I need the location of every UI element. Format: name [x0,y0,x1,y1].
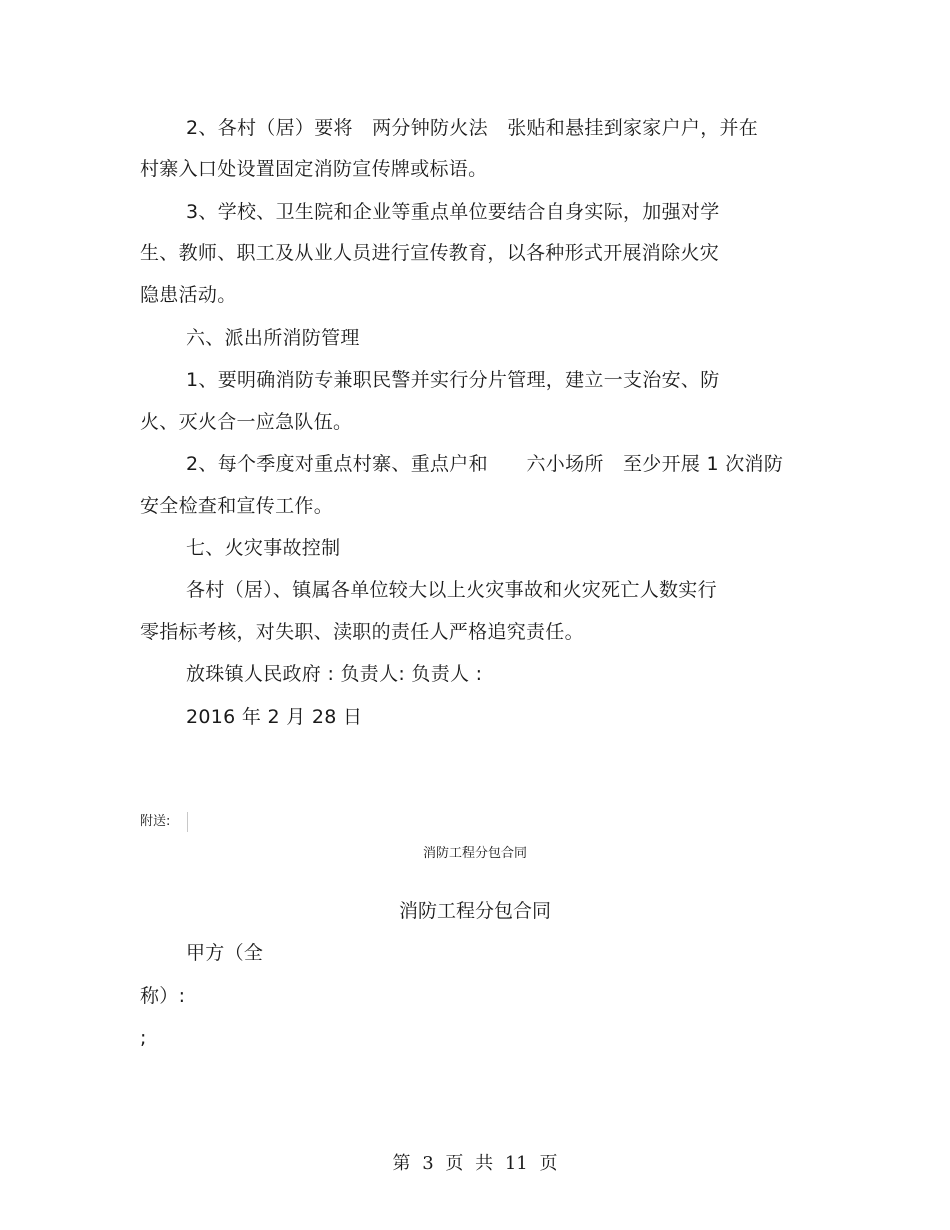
section-heading: 七、火灾事故控制 [186,537,341,559]
contract-line: ; [140,1027,147,1049]
attachment-label: 附送: [140,814,171,829]
paragraph-line: 村寨入口处设置固定消防宣传牌或标语。 [140,158,488,180]
contract-line: 甲方（全 [186,942,264,964]
paragraph-line: 零指标考核，对失职、渎职的责任人严格追究责任。 [140,621,584,643]
signature-line: 放珠镇人民政府 : 负责人: 负责人 : [186,663,483,685]
paragraph-line: 火、灭火合一应急队伍。 [140,411,353,433]
page-footer: 第 3 页 共 11 页 [392,1153,558,1174]
contract-line: 称）: [140,985,186,1007]
paragraph-line: 生、教师、职工及从业人员进行宣传教育，以各种形式开展消除火灾 [140,242,720,264]
contract-title: 消防工程分包合同 [398,900,551,922]
divider [187,812,188,832]
section-heading: 六、派出所消防管理 [186,327,360,349]
paragraph-line: 1、要明确消防专兼职民警并实行分片管理，建立一支治安、防 [186,369,720,391]
paragraph-line: 隐患活动。 [140,284,237,306]
paragraph-line: 2、各村（居）要将 两分钟防火法 张贴和悬挂到家家户户，并在 [186,117,759,139]
date-line: 2016 年 2 月 28 日 [186,706,363,728]
paragraph-line: 安全检查和宣传工作。 [140,495,334,517]
paragraph-line: 2、每个季度对重点村寨、重点户和 六小场所 至少开展 1 次消防 [186,453,784,475]
paragraph-line: 各村（居）、镇属各单位较大以上火灾事故和火灾死亡人数实行 [186,579,717,601]
paragraph-line: 3、学校、卫生院和企业等重点单位要结合自身实际，加强对学 [186,201,720,223]
contract-header-small: 消防工程分包合同 [422,846,527,861]
